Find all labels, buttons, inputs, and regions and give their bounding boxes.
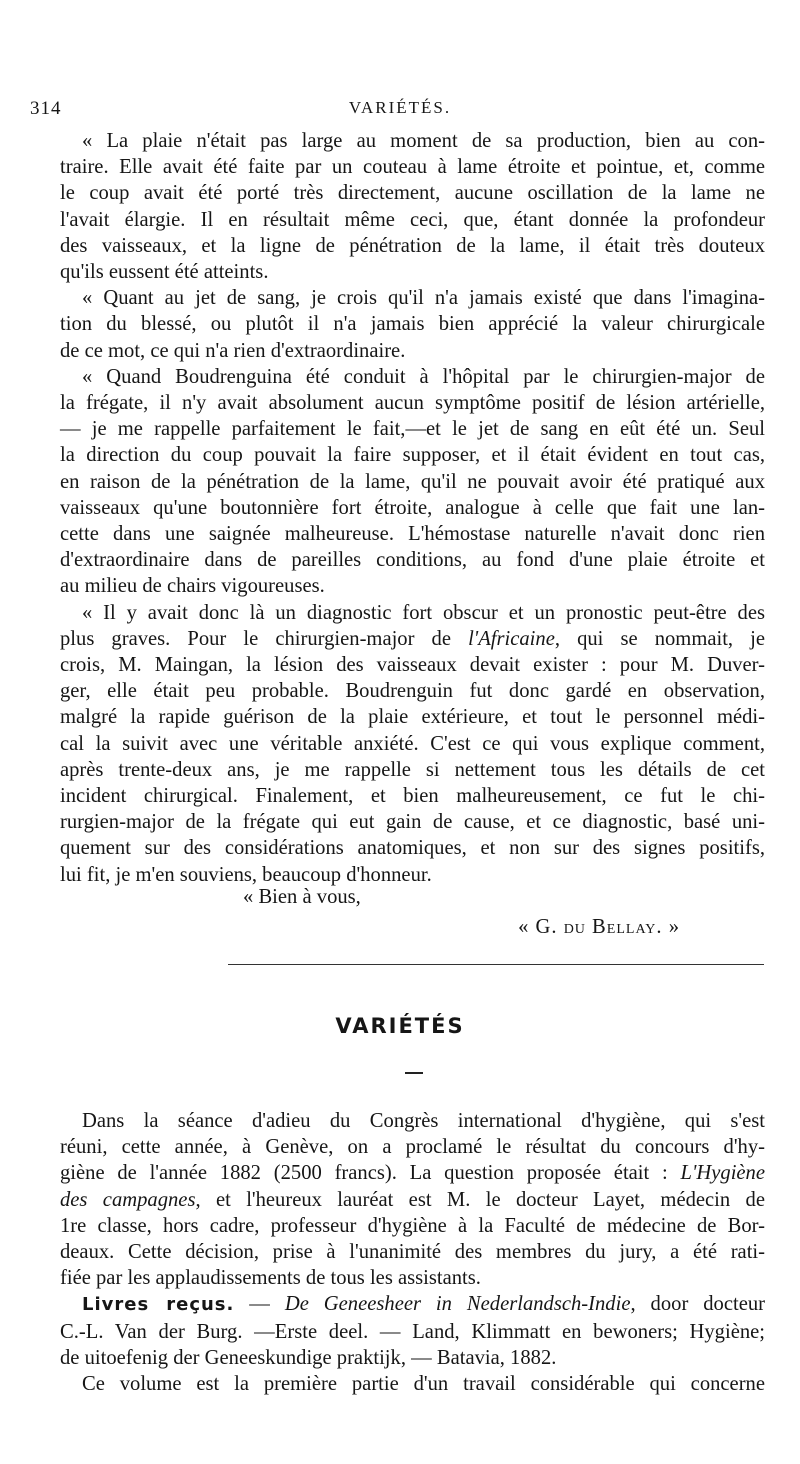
signature-name: du Bellay. — [563, 916, 663, 938]
letter-body — [60, 128, 765, 888]
letter-paragraph-3 — [60, 364, 765, 600]
text-line — [38, 626, 765, 652]
text-line: « Quant au jet de sang, je crois qu'il n'a jamais existé que dans l'imagina- — [82, 287, 765, 310]
book-title: De Geneesheer in Nederlandsch-Indie — [284, 1293, 631, 1316]
text-fragment: , et l'heureux lauréat est M. le docteur Layet, médecin de — [195, 1188, 765, 1211]
text-line: « La plaie n'était pas large au moment de sa production, bien au con- — [82, 130, 765, 152]
text-line: cal la suivit avec une véritable anxiété. C'est ce qui vous explique comment, — [60, 732, 765, 755]
text-line: traire. Elle avait été faite par un couteau à lame étroite et pointue, et, comme — [60, 156, 765, 179]
letter-closing: « Bien à vous, — [243, 886, 361, 908]
letter-signature — [518, 916, 680, 939]
signature-prefix: « G. — [518, 916, 564, 938]
text-line: « Il y avait donc là un diagnostic fort obscur et un pronostic peut-être des — [82, 601, 765, 624]
text-fragment: , qui se nommait, je — [554, 627, 766, 650]
text-line: cette dans une saignée malheureuse. L'hémostase naturelle n'avait donc rien — [60, 523, 765, 546]
page-number: 314 — [30, 98, 62, 119]
letter-paragraph-4 — [60, 600, 765, 888]
letter-paragraph-2 — [60, 285, 765, 364]
text-line: C.-L. Van der Burg. —Erste deel. — Land, Klimmatt en bewoners; Hygiène; — [60, 1320, 765, 1343]
ship-name: l'Africaine — [468, 627, 555, 650]
text-line: quement sur des considérations anatomiques, et non sur des signes positifs, — [60, 837, 765, 860]
text-line: fiée par les applaudissements de tous les assistants. — [60, 1267, 481, 1290]
text-fragment: plus graves. Pour le chirurgien-major de — [60, 627, 469, 650]
text-line: de uitoefenig der Geneeskundige praktijk, — Batavia, 1882. — [60, 1346, 557, 1369]
title-rule — [405, 1072, 423, 1074]
text-line: d'extraordinaire dans de pareilles conditions, au fond d'une plaie étroite et — [60, 549, 765, 572]
varietes-body — [60, 1108, 765, 1397]
signature-suffix: » — [662, 916, 680, 938]
text-line: tion du blessé, ou plutôt il n'a jamais bien apprécié la valeur chirurgicale — [60, 313, 765, 336]
text-line: crois, M. Maingan, la lésion des vaisseaux devait exister : pour M. Duver- — [60, 654, 765, 677]
text-line: — je me rappelle parfaitement le fait,—et le jet de sang en eût été un. Seul — [60, 418, 765, 441]
page-header — [30, 98, 770, 122]
text-fragment: — — [234, 1293, 285, 1316]
text-line: malgré la rapide guérison de la plaie extérieure, et tout le personnel médi- — [60, 706, 765, 729]
text-line: le coup avait été porté très directement, aucune oscillation de la lame ne — [60, 182, 765, 205]
book-title: L'Hygiène — [680, 1162, 765, 1185]
text-line — [60, 1187, 765, 1213]
book-title: des campagnes — [60, 1188, 196, 1211]
text-line: 1re classe, hors cadre, professeur d'hygiène à la Faculté de médecine de Bor- — [60, 1214, 765, 1237]
text-line: vaisseaux qu'une boutonnière fort étroite, analogue à celle que fait une lan- — [60, 496, 765, 519]
text-line: lui fit, je m'en souviens, beaucoup d'honneur. — [60, 863, 432, 886]
section-divider — [228, 964, 764, 965]
running-head: VARIÉTÉS. — [348, 98, 452, 117]
text-line: au milieu de chairs vigoureuses. — [60, 575, 325, 598]
text-line: l'avait élargie. Il en résultait même ceci, que, étant donnée la profondeur — [60, 208, 765, 231]
section-title: VARIÉTÉS — [335, 1014, 465, 1038]
text-line: qu'ils eussent été atteints. — [60, 261, 269, 284]
text-line: ger, elle était peu probable. Boudrenguin fut donc gardé en observation, — [60, 680, 765, 703]
text-line — [60, 1291, 765, 1318]
text-line: incident chirurgical. Finalement, et bien malheureusement, ce fut le chi- — [60, 785, 765, 808]
text-line: rurgien-major de la frégate qui eut gain de cause, et ce diagnostic, basé uni- — [60, 811, 765, 834]
text-line: après trente-deux ans, je me rappelle si nettement tous les détails de cet — [60, 758, 765, 781]
text-line: Ce volume est la première partie d'un travail considérable qui concerne — [82, 1373, 765, 1396]
books-received-label: Livres reçus. — [82, 1294, 235, 1316]
text-line — [60, 1160, 765, 1186]
text-line: deaux. Cette décision, prise à l'unanimité des membres du jury, a été rati- — [60, 1241, 765, 1264]
text-line: « Quand Boudrenguina été conduit à l'hôpital par le chirurgien-major de — [82, 365, 765, 388]
text-fragment: giène de l'année 1882 (2500 francs). La question proposée était : — [60, 1162, 681, 1185]
text-line: Dans la séance d'adieu du Congrès international d'hygiène, qui s'est — [82, 1110, 765, 1132]
letter-paragraph-1 — [60, 128, 765, 285]
text-line: la direction du coup pouvait la faire supposer, et il était évident en tout cas, — [60, 444, 765, 467]
text-line: des vaisseaux, et la ligne de pénétration de la lame, il était très douteux — [60, 234, 765, 257]
text-line: la frégate, il n'y avait absolument aucun symptôme positif de lésion artérielle, — [60, 392, 765, 415]
text-line: réuni, cette année, à Genève, on a proclamé le résultat du concours d'hy- — [60, 1136, 765, 1159]
text-line: de ce mot, ce qui n'a rien d'extraordinaire. — [60, 339, 406, 362]
text-fragment: , door docteur — [630, 1293, 765, 1316]
text-line: en raison de la pénétration de la lame, qu'il ne pouvait avoir été pratiqué aux — [60, 470, 765, 493]
